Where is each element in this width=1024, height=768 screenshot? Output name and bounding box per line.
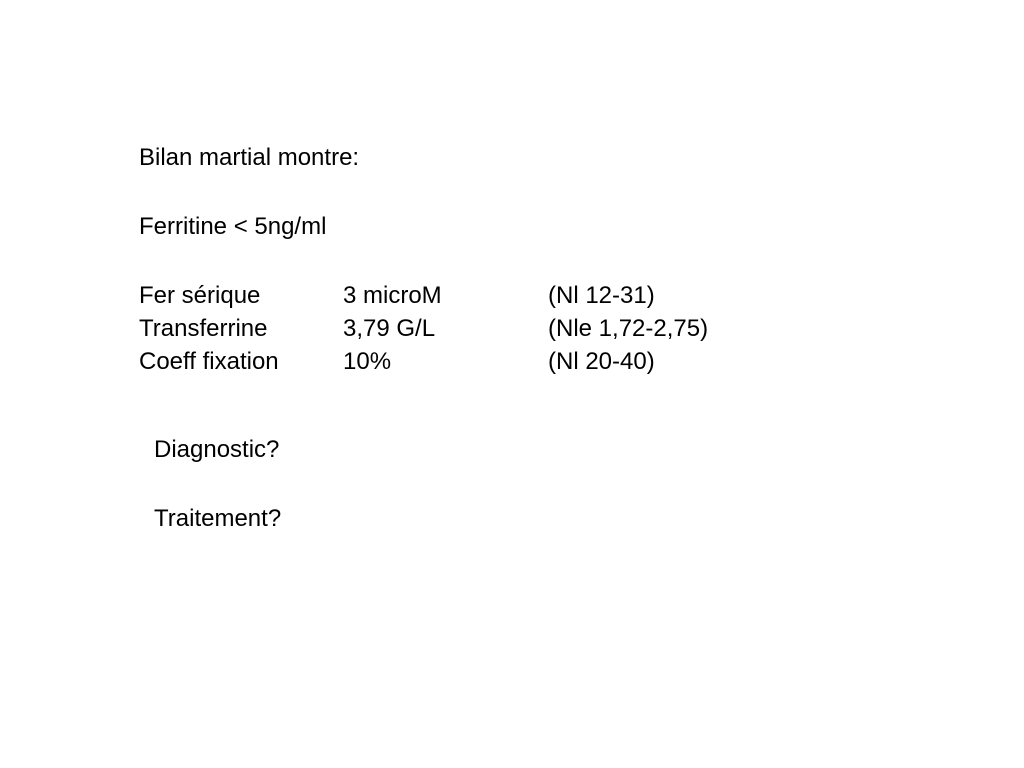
- result-name: Transferrine: [139, 315, 268, 342]
- ferritine-line: Ferritine < 5ng/ml: [139, 213, 327, 240]
- result-normal-range: (Nle 1,72-2,75): [548, 315, 709, 342]
- result-value: 3,79 G/L: [343, 315, 436, 342]
- heading-text: Bilan martial montre:: [139, 144, 360, 171]
- question-traitement: Traitement?: [154, 505, 282, 532]
- result-name: Fer sérique: [139, 282, 261, 309]
- result-name: Coeff fixation: [139, 348, 279, 375]
- result-normal-range: (Nl 12-31): [548, 282, 655, 309]
- result-value: 3 microM: [343, 282, 442, 309]
- question-diagnostic: Diagnostic?: [154, 436, 280, 463]
- result-normal-range: (Nl 20-40): [548, 348, 655, 375]
- result-value: 10%: [343, 348, 392, 375]
